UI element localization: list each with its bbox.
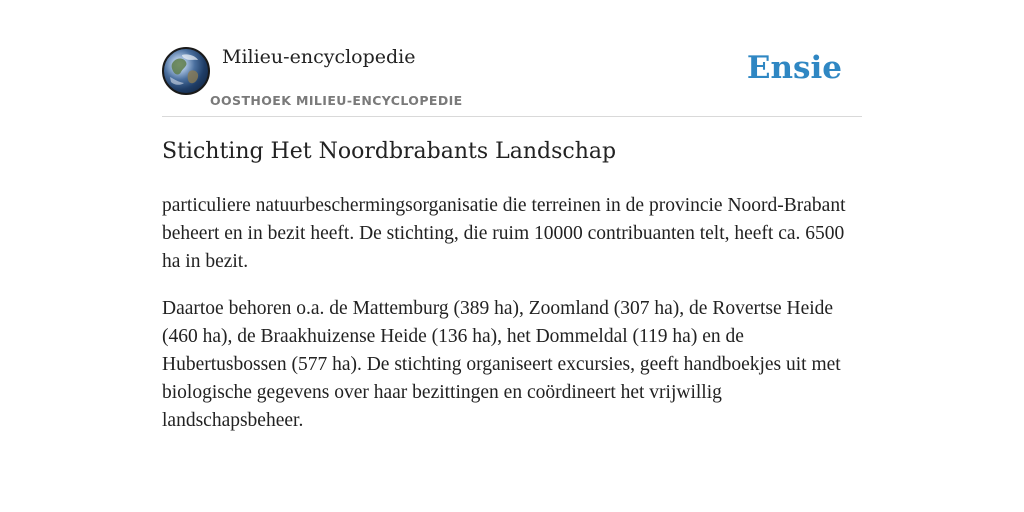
- globe-icon[interactable]: [162, 47, 210, 95]
- site-header: [162, 46, 862, 117]
- article-title: Stichting Het Noordbrabants Landschap: [162, 139, 617, 164]
- site-name[interactable]: Milieu-encyclopedie: [222, 46, 416, 68]
- site-subtitle[interactable]: OOSTHOEK MILIEU-ENCYCLOPEDIE: [210, 93, 463, 108]
- article-paragraph-1: particuliere natuurbeschermingsorganisatie die terreinen in de provincie Noord-Brabant beheert en in bezit heeft. De stichting, die ruim 10000 contribuanten telt, heeft ca. 6500 ha in bezit.: [162, 195, 846, 272]
- article-paragraph-2: Daartoe behoren o.a. de Mattemburg (389 ha), Zoomland (307 ha), de Rovertse Heide (460 ha), de Braakhuizense Heide (136 ha), het Dommeldal (119 ha) en de Hubertusbossen (577 ha). De stichting organiseert excursies, geeft handboekjes uit met biologische gegevens over haar bezittingen en coördineert het vrijwillig landschapsbeheer.: [162, 298, 841, 431]
- brand-logo[interactable]: Ensie: [746, 50, 842, 86]
